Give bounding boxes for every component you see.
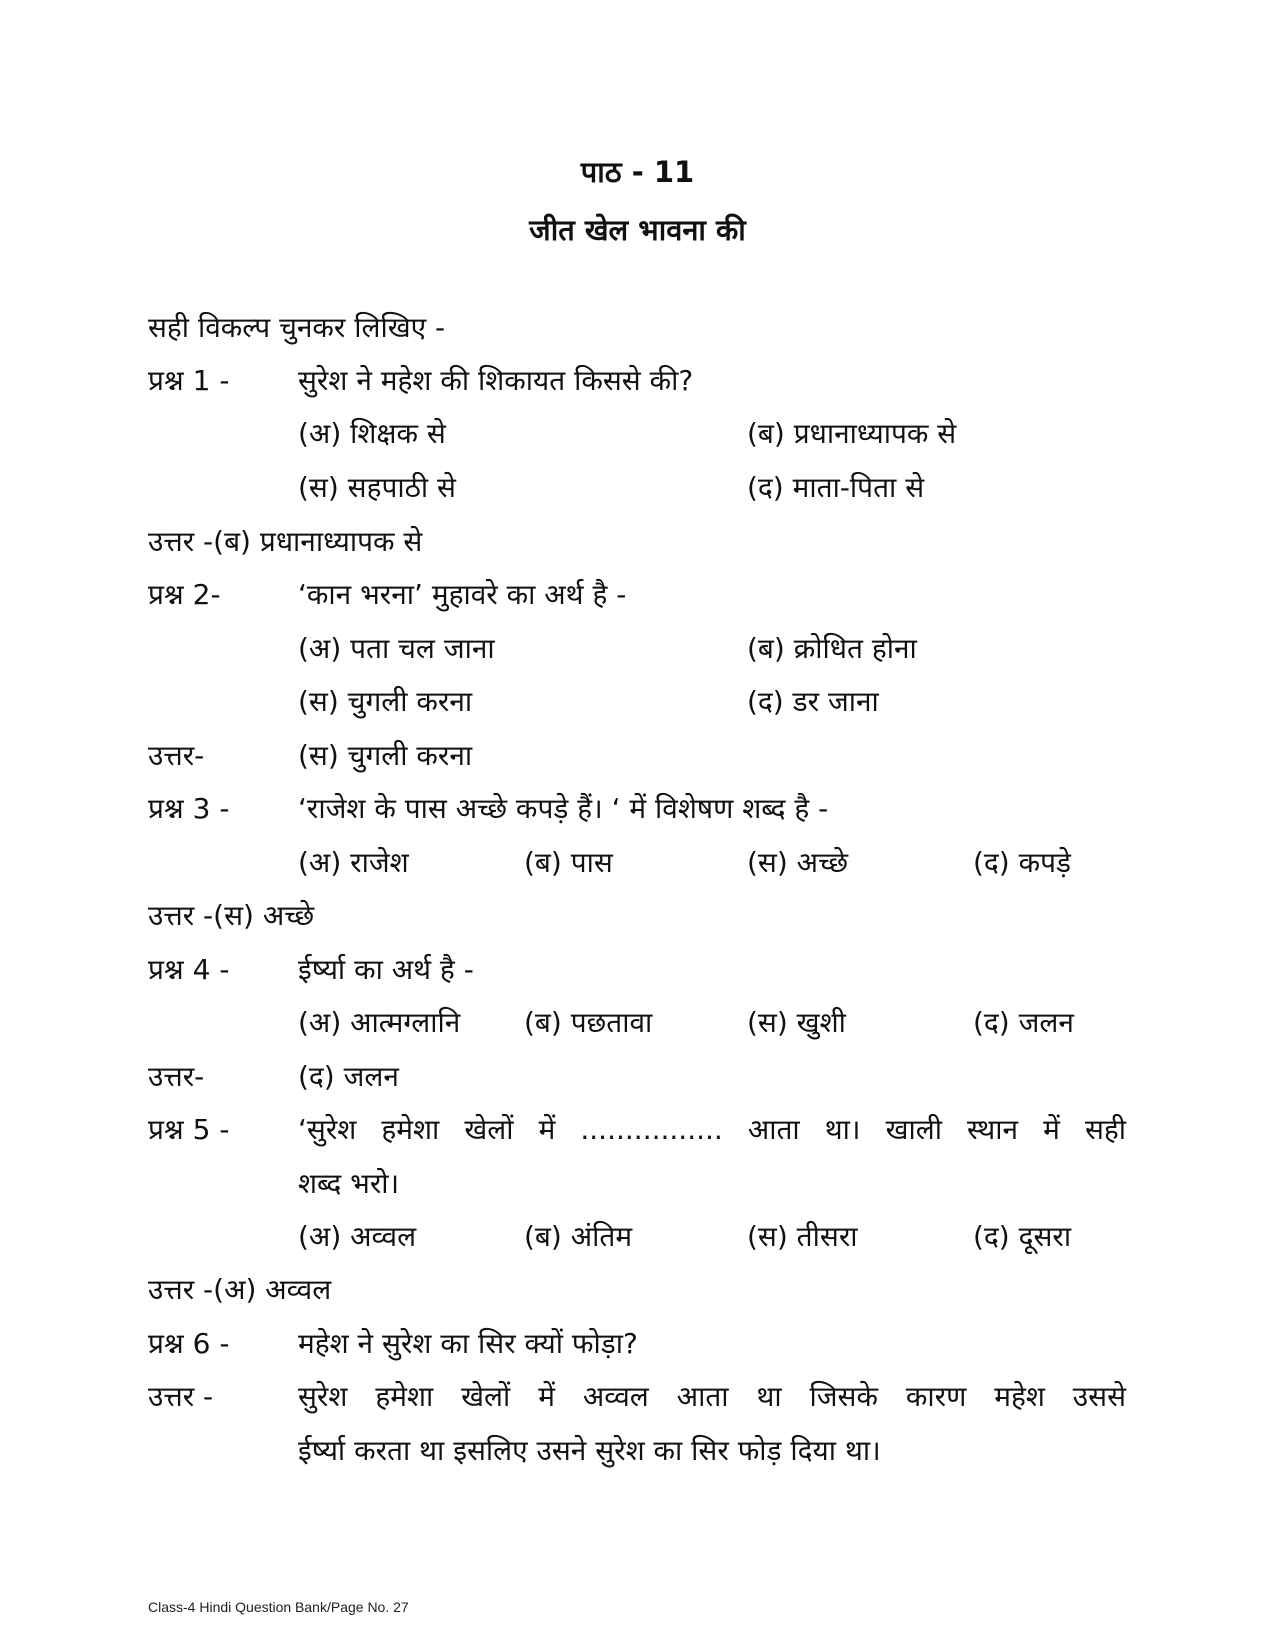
question-5-label: प्रश्न 5 - bbox=[148, 1113, 230, 1146]
question-5-option-d: (द) दूसरा bbox=[973, 1220, 1072, 1253]
question-4-option-c: (स) खुशी bbox=[747, 1006, 846, 1039]
question-4-label: प्रश्न 4 - bbox=[148, 953, 230, 986]
question-3-option-c: (स) अच्छे bbox=[747, 846, 849, 879]
question-4-option-d: (द) जलन bbox=[973, 1006, 1074, 1039]
question-1-option-d: (द) माता-पिता से bbox=[747, 471, 925, 504]
question-3-answer: उत्तर -(स) अच्छे bbox=[148, 899, 315, 932]
question-2-option-a: (अ) पता चल जाना bbox=[298, 632, 495, 665]
question-3-option-d: (द) कपड़े bbox=[973, 846, 1072, 879]
question-2-option-c: (स) चुगली करना bbox=[298, 685, 473, 718]
question-1-option-c: (स) सहपाठी से bbox=[298, 471, 456, 504]
question-5-option-c: (स) तीसरा bbox=[747, 1220, 858, 1253]
question-5-option-b: (ब) अंतिम bbox=[524, 1220, 633, 1253]
question-3-label: प्रश्न 3 - bbox=[148, 792, 230, 825]
question-2-label: प्रश्न 2- bbox=[148, 578, 221, 611]
question-2-option-d: (द) डर जाना bbox=[747, 685, 879, 718]
question-2-text: ‘कान भरना’ मुहावरे का अर्थ है - bbox=[298, 578, 627, 611]
question-2-option-b: (ब) क्रोधित होना bbox=[747, 632, 917, 665]
question-6-text: महेश ने सुरेश का सिर क्यों फोड़ा? bbox=[298, 1327, 638, 1360]
question-5-text-line-2: शब्द भरो। bbox=[298, 1167, 400, 1200]
question-4-option-b: (ब) पछतावा bbox=[524, 1006, 653, 1039]
question-6-label: प्रश्न 6 - bbox=[148, 1327, 230, 1360]
question-2-answer-label: उत्तर- bbox=[148, 739, 205, 772]
instruction: सही विकल्प चुनकर लिखिए - bbox=[148, 311, 446, 344]
question-6-answer-line-1: सुरेश हमेशा खेलों में अव्वल आता था जिसके कारण महेश उससे bbox=[298, 1380, 1126, 1413]
lesson-title: जीत खेल भावना की bbox=[529, 213, 746, 247]
question-4-text: ईर्ष्या का अर्थ है - bbox=[298, 953, 474, 986]
question-1-label: प्रश्न 1 - bbox=[148, 364, 230, 397]
question-5-text-line-1: ‘सुरेश हमेशा खेलों में ................ आता था। खाली स्थान में सही bbox=[298, 1113, 1126, 1146]
question-6-answer-label: उत्तर - bbox=[148, 1380, 214, 1413]
question-6-answer-line-2: ईर्ष्या करता था इसलिए उसने सुरेश का सिर फोड़ दिया था। bbox=[298, 1434, 881, 1467]
question-3-option-a: (अ) राजेश bbox=[298, 846, 409, 879]
lesson-number: पाठ - 11 bbox=[580, 155, 695, 189]
question-3-option-b: (ब) पास bbox=[524, 846, 613, 879]
question-1-option-a: (अ) शिक्षक से bbox=[298, 417, 446, 450]
question-3-text: ‘राजेश के पास अच्छे कपड़े हैं। ‘ में विशेषण शब्द है - bbox=[298, 792, 829, 825]
question-5-answer: उत्तर -(अ) अव्वल bbox=[148, 1273, 332, 1306]
question-4-answer-label: उत्तर- bbox=[148, 1060, 205, 1093]
page-footer: Class-4 Hindi Question Bank/Page No. 27 bbox=[148, 1599, 409, 1615]
question-5-option-a: (अ) अव्वल bbox=[298, 1220, 417, 1253]
question-1-answer: उत्तर -(ब) प्रधानाध्यापक से bbox=[148, 525, 423, 558]
question-1-text: सुरेश ने महेश की शिकायत किससे की? bbox=[298, 364, 694, 397]
question-4-answer: (द) जलन bbox=[298, 1060, 399, 1093]
question-1-option-b: (ब) प्रधानाध्यापक से bbox=[747, 417, 957, 450]
question-2-answer: (स) चुगली करना bbox=[298, 739, 473, 772]
question-4-option-a: (अ) आत्मग्लानि bbox=[298, 1006, 461, 1039]
